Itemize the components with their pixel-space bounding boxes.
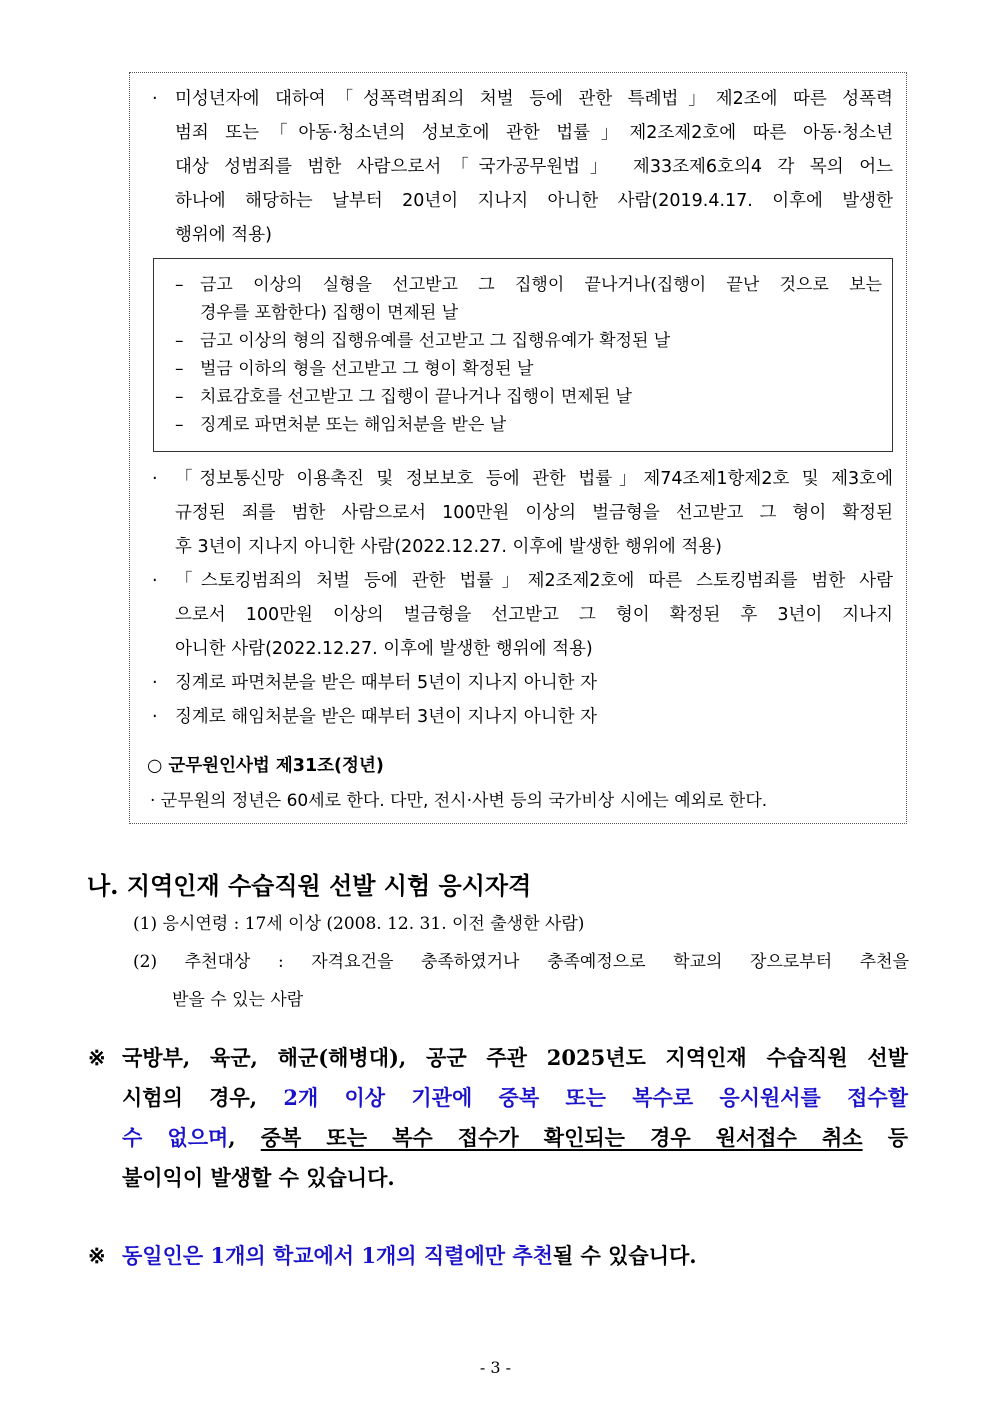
dash-5: 징계로 파면처분 또는 해임처분을 받은 날 [200,415,507,435]
dash-4: 치료감호를 선고받고 그 집행이 끝나거나 집행이 면제된 날 [200,387,632,407]
bullet: · [152,707,158,727]
page-number: - 3 - [479,1358,512,1377]
dash-3: 벌금 이하의 형을 선고받고 그 형이 확정된 날 [200,359,534,379]
note-2-black: 될 수 있습니다. [552,1243,697,1268]
dash: – [175,275,184,295]
dash-1-line-1: 금고 이상의 실형을 선고받고 그 집행이 끝나거나(집행이 끝난 것으로 보는 [200,275,882,295]
dash-1-line-2: 경우를 포함한다) 집행이 면제된 날 [200,303,459,323]
bullet-2-line-3: 후 3년이 지나지 아니한 사람(2022.12.27. 이후에 발생한 행위에 적용) [175,537,722,557]
note-1-line-2 [122,1078,908,1118]
reference-mark: ※ [88,1243,106,1268]
dash: – [175,415,184,435]
dash: – [175,387,184,407]
section-item-2-line-2: 받을 수 있는 사람 [172,990,304,1010]
law-text: · 군무원의 정년은 60세로 한다. 다만, 전시·사변 등의 국가비상 시에는 예외로 한다. [150,791,768,811]
bullet: · [152,89,158,109]
note-1-line-2-black: 시험의 경우, [122,1085,284,1110]
bullet-3-line-2: 으로서 100만원 이상의 벌금형을 선고받고 그 형이 확정된 후 3년이 지나지 [175,605,893,625]
bullet: · [152,673,158,693]
note-1-line-3 [122,1118,908,1158]
dash-2: 금고 이상의 형의 집행유예를 선고받고 그 집행유예가 확정된 날 [200,331,671,351]
note-1-line-1: 국방부, 육군, 해군(해병대), 공군 주관 2025년도 지역인재 수습직원 선발 [122,1045,908,1070]
section-item-2-line-1: (2) 추천대상 : 자격요건을 충족하였거나 충족예정으로 학교의 장으로부터 추천을 [133,952,909,972]
dash: – [175,359,184,379]
note-2 [122,1236,908,1276]
note-1-line-3-end: 등 [862,1125,908,1150]
note-1-line-4: 불이익이 발생할 수 있습니다. [122,1165,395,1190]
note-1-underlined: 중복 또는 복수 접수가 확인되는 경우 원서접수 취소 [260,1125,863,1150]
bullet-2-line-2: 규정된 죄를 범한 사람으로서 100만원 이상의 벌금형을 선고받고 그 형이 확정된 [175,503,893,523]
bullet-1-line-1: 미성년자에 대하여「성폭력범죄의 처벌 등에 관한 특례법」제2조에 따른 성폭력 [175,89,893,109]
note-1-warning-blue-end: 수 없으며 [122,1125,229,1150]
section-title: 나. 지역인재 수습직원 선발 시험 응시자격 [87,871,532,900]
bullet-3-line-1: 「스토킹범죄의 처벌 등에 관한 법률」제2조제2호에 따른 스토킹범죄를 범한 사람 [175,571,893,591]
note-1-comma: , [228,1125,261,1150]
bullet-3-line-3: 아니한 사람(2022.12.27. 이후에 발생한 행위에 적용) [175,639,593,659]
note-1-warning-blue: 2개 이상 기관에 중복 또는 복수로 응시원서를 접수할 [283,1085,908,1110]
section-item-1: (1) 응시연령 : 17세 이상 (2008. 12. 31. 이전 출생한 사람) [133,914,585,934]
note-2-blue: 동일인은 1개의 학교에서 1개의 직렬에만 추천 [122,1243,553,1268]
dash: – [175,331,184,351]
bullet: · [152,571,158,591]
bullet-5: 징계로 해임처분을 받은 때부터 3년이 지나지 아니한 자 [175,707,597,727]
bullet-2-line-1: 「정보통신망 이용촉진 및 정보보호 등에 관한 법률」제74조제1항제2호 및 제3호에 [175,469,893,489]
bullet: · [152,469,158,489]
reference-mark: ※ [88,1045,106,1070]
bullet-4: 징계로 파면처분을 받은 때부터 5년이 지나지 아니한 자 [175,673,597,693]
law-heading: ○ 군무원인사법 제31조(정년) [147,756,384,776]
bullet-1-line-2: 범죄 또는「아동·청소년의 성보호에 관한 법률」제2조제2호에 따른 아동·청소년 [175,123,893,143]
bullet-1-line-4: 하나에 해당하는 날부터 20년이 지나지 아니한 사람(2019.4.17. 이후에 발생한 [175,191,893,211]
bullet-1-line-5: 행위에 적용) [175,225,272,245]
bullet-1-line-3: 대상 성범죄를 범한 사람으로서「국가공무원법」 제33조제6호의4 각 목의 어느 [175,157,893,177]
